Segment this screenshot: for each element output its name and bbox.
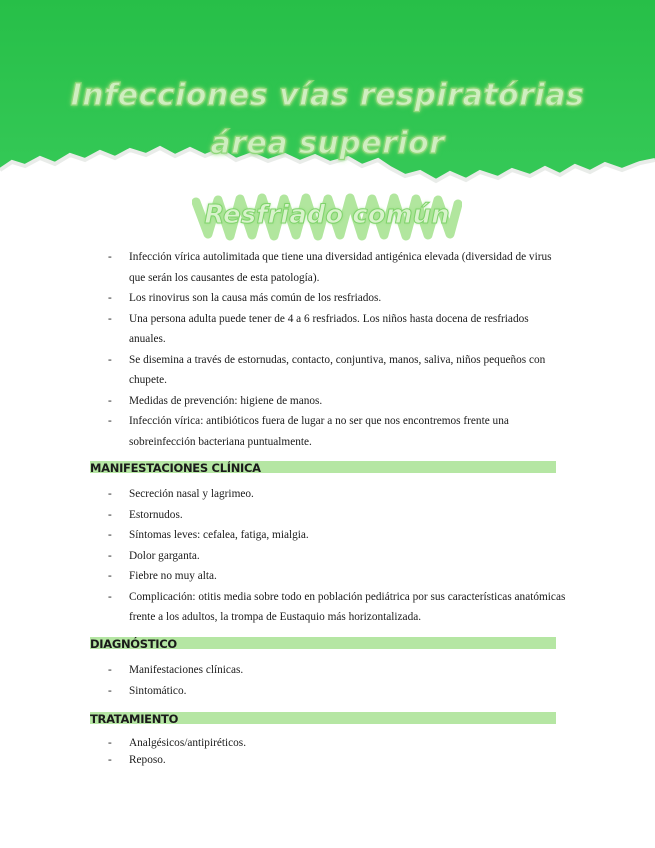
document-title-line-1: Infecciones vías respiratórias bbox=[70, 78, 585, 113]
list-item: - Manifestaciones clínicas. bbox=[108, 664, 244, 676]
document-title-line-2: área superior bbox=[210, 126, 445, 161]
tratamiento-list bbox=[108, 735, 568, 768]
list-item: - Secreción nasal y lagrimeo. bbox=[108, 488, 254, 500]
list-item: - Una persona adulta puede tener de 4 a 6 resfriados. Los niños hasta docena de resfriados anuales. bbox=[108, 312, 529, 345]
list-item: - Sintomático. bbox=[108, 684, 187, 697]
list-item: - Estornudos. bbox=[108, 508, 183, 521]
list-item: - Infección vírica autolimitada que tiene una diversidad antigénica elevada (diversidad de virus que serán los causantes de esta patología). bbox=[108, 251, 552, 284]
section-heading-tratamiento: TRATAMIENTO bbox=[90, 712, 179, 726]
list-item: - Medidas de prevención: higiene de manos. bbox=[108, 394, 323, 407]
intro-list bbox=[108, 247, 568, 452]
list-item: - Analgésicos/antipiréticos. bbox=[108, 737, 247, 749]
list-item: - Reposo. bbox=[108, 753, 166, 766]
diagnostico-list bbox=[108, 660, 568, 701]
section-heading-manifestaciones: MANIFESTACIONES CLÍNICA bbox=[90, 461, 261, 475]
list-item: - Complicación: otitis media sobre todo en población pediátrica por sus características anatómicas frente a los adultos, la trompa de Eustaquio más horizontalizada. bbox=[108, 590, 566, 623]
list-item: - Se disemina a través de estornudas, contacto, conjuntiva, manos, saliva, niños pequeños con chupete. bbox=[108, 353, 546, 386]
list-item: - Fiebre no muy alta. bbox=[108, 570, 217, 582]
section-heading-diagnostico: DIAGNÓSTICO bbox=[90, 637, 177, 651]
list-item: - Infección vírica: antibióticos fuera de lugar a no ser que nos encontremos frente una sobreinfección bacteriana puntualmente. bbox=[108, 415, 509, 448]
list-item: - Síntomas leves: cefalea, fatiga, mialgia. bbox=[108, 529, 309, 541]
manifestaciones-list bbox=[108, 484, 568, 628]
subtitle-block bbox=[192, 190, 462, 244]
subtitle-heading: Resfriado común bbox=[204, 200, 450, 230]
list-item: - Los rinovirus son la causa más común de los resfriados. bbox=[108, 292, 382, 304]
list-item: - Dolor garganta. bbox=[108, 549, 200, 562]
